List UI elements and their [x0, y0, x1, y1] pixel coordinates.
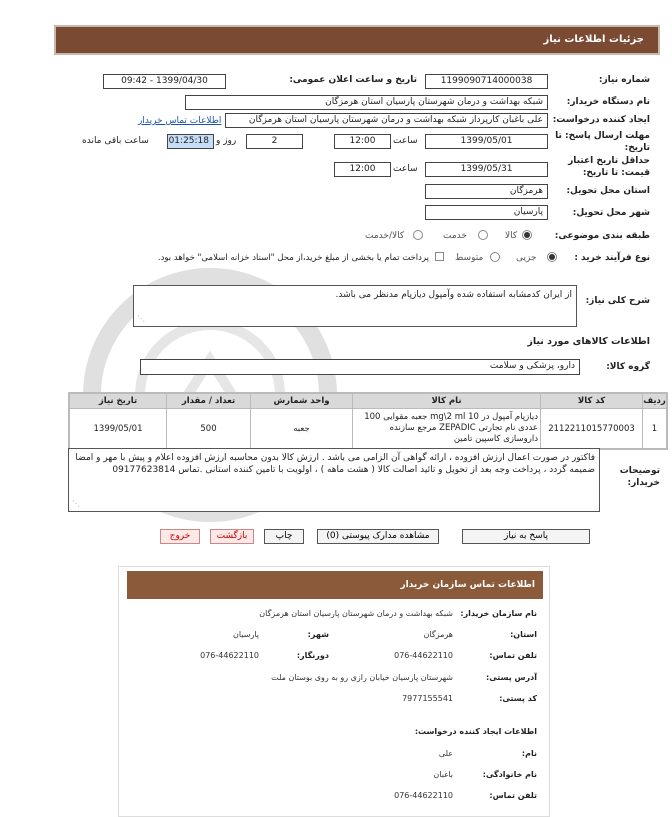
deadline-date-field: 1399/05/01 — [425, 134, 548, 149]
treasury-checkbox[interactable] — [435, 252, 444, 262]
process-medium-label: متوسط — [455, 253, 484, 263]
org-label: نام سازمان خریدار: — [460, 609, 537, 618]
print-button[interactable]: چاپ — [264, 529, 304, 544]
contact-fax-value: 076-44622110 — [200, 651, 259, 660]
creator-field: علی باغبان کارپرداز شبکه بهداشت و درمان شهرستان پارسیان استان هرمزگان — [225, 113, 548, 128]
price-valid-time-label: ساعت — [393, 164, 418, 174]
contact-province-value: هرمزگان — [423, 630, 453, 639]
process-partial-radio[interactable] — [547, 252, 557, 263]
city-field: پارسیان — [425, 205, 548, 220]
category-both-label: کالا/خدمت — [365, 231, 405, 241]
contact-card — [118, 566, 550, 817]
creator-label: ایجاد کننده درخواست: — [552, 115, 650, 125]
buyer-label: نام دستگاه خریدار: — [566, 97, 650, 107]
creator-info-title: اطلاعات ایجاد کننده درخواست: — [414, 727, 537, 736]
col-qty-header: تعداد / مقدار — [167, 394, 251, 409]
process-label: نوع فرآیند خرید : — [574, 253, 650, 263]
contact-province-label: استان: — [510, 630, 537, 639]
remaining-time-field: 01:25:18 — [167, 134, 214, 149]
contact-address-label: آدرس پستی: — [486, 673, 537, 682]
category-label: طبقه بندی موضوعی: — [554, 231, 650, 241]
buyer-contact-link[interactable]: اطلاعات تماس خریدار — [138, 116, 222, 126]
announce-label: تاریخ و ساعت اعلان عمومی: — [289, 75, 417, 85]
province-label: استان محل تحویل: — [566, 186, 650, 196]
deadline-days-field: 2 — [246, 134, 303, 149]
cell-date: 1399/05/01 — [70, 409, 167, 449]
category-both-radio[interactable] — [413, 230, 423, 241]
process-medium-radio[interactable] — [490, 252, 500, 263]
creator-family-value: باغبان — [433, 770, 453, 779]
goods-group-field: دارو، پزشکی و سلامت — [140, 359, 580, 375]
days-label: روز و — [216, 136, 237, 146]
buyer-notes-text: فاکتور در صورت اعمال ارزش افزوده ، ارائه گواهی آن الزامی می باشد . ارزش کالا بدون محاسبه ارزش افزوده اعلام و پیش با مهر و امضا ضمیمه گردد ، پرداخت وجه بعد از تحویل و تائید اصالت کالا ( هشت ماهه ) ، اولویت با تامین کننده استانی .تماس 09177623814 — [75, 453, 595, 475]
process-partial-label: جزیی — [516, 253, 537, 263]
category-goods-label: کالا — [505, 231, 518, 241]
contact-card-title: اطلاعات تماس سازمان خریدار — [127, 571, 543, 599]
cell-qty: 500 — [167, 409, 251, 449]
category-service-label: خدمت — [443, 231, 467, 241]
buyer-field: شبکه بهداشت و درمان شهرستان پارسیان استان هرمزگان — [185, 95, 548, 110]
reply-button[interactable]: پاسخ به نیاز — [462, 529, 590, 544]
contact-city-label: شهر: — [307, 630, 329, 639]
creator-phone-value: 076-44622110 — [394, 791, 453, 800]
deadline-label: مهلت ارسال پاسخ: تا تاریخ: — [555, 131, 650, 153]
contact-phone-label: تلفن تماس: — [489, 651, 537, 660]
summary-textarea: از ایران کدمشابه استفاده شده وآمپول دیازپام مدنظر می باشد. ⋰ — [133, 285, 577, 327]
creator-name-label: نام: — [521, 749, 537, 758]
price-valid-date-field: 1399/05/31 — [425, 162, 548, 177]
contact-fax-label: دورنگار: — [296, 651, 329, 660]
table-row — [70, 409, 667, 449]
treasury-note: پرداخت تمام یا بخشی از مبلغ خرید،از محل "اسناد خزانه اسلامی" خواهد بود. — [157, 253, 429, 263]
summary-label: شرح کلی نیاز: — [585, 296, 650, 306]
col-code-header: کد کالا — [541, 394, 643, 409]
contact-postal-value: 7977155541 — [402, 694, 453, 703]
buyer-notes-label: توضیحات خریدار: — [619, 466, 660, 488]
back-button[interactable]: بازگشت — [210, 529, 254, 544]
col-unit-header: واحد شمارش — [251, 394, 353, 409]
price-valid-time-field: 12:00 — [334, 162, 391, 177]
exit-button[interactable]: خروج — [160, 529, 200, 544]
price-valid-label: حداقل تاریخ اعتبار قیمت: تا تاریخ: — [568, 156, 650, 178]
cell-idx: 1 — [643, 409, 667, 449]
col-row-header: ردیف — [643, 394, 667, 409]
creator-phone-label: تلفن تماس: — [489, 791, 537, 800]
category-goods-radio[interactable] — [522, 230, 532, 241]
contact-phone-value: 076-44622110 — [394, 651, 453, 660]
deadline-time-label: ساعت — [393, 136, 418, 146]
cell-unit: جعبه — [251, 409, 353, 449]
announce-field: 1399/04/30 - 09:42 — [103, 74, 226, 89]
goods-section-title: اطلاعات کالاهای مورد نیاز — [527, 336, 650, 347]
org-value: شبکه بهداشت و درمان شهرستان پارسیان استان هرمزگان — [259, 609, 453, 618]
creator-name-value: علی — [438, 749, 453, 758]
category-service-radio[interactable] — [478, 230, 488, 241]
summary-text: از ایران کدمشابه استفاده شده وآمپول دیازپام مدنظر می باشد. — [335, 290, 572, 300]
deadline-time-field: 12:00 — [334, 134, 391, 149]
page-header — [54, 25, 660, 55]
province-field: هرمزگان — [425, 184, 548, 199]
contact-postal-label: کد پستی: — [499, 694, 537, 703]
cell-name: دیازپام آمپول در mg\2 ml 10 جعبه مقوایی 100 عددی نام تجارتی ZEPADIC مرجع سازنده داروسازی کاسپین تامین — [353, 409, 541, 449]
attachments-button[interactable]: مشاهده مدارک پیوستی (0) — [317, 529, 439, 544]
col-date-header: تاریخ نیاز — [70, 394, 167, 409]
need-no-field: 1199090714000038 — [425, 74, 548, 89]
need-no-label: شماره نیاز: — [598, 75, 650, 85]
buyer-notes-textarea: فاکتور در صورت اعمال ارزش افزوده ، ارائه گواهی آن الزامی می باشد . ارزش کالا بدون محاسبه ارزش افزوده اعلام و پیش با مهر و امضا ضمیمه گردد ، پرداخت وجه بعد از تحویل و تائید اصالت کالا ( هشت ماهه ) ، اولویت با تامین کننده استانی .تماس 09177623814 ⋰ — [68, 448, 600, 512]
contact-address-value: شهرستان پارسیان خیابان رازی رو به روی بوستان ملت — [271, 673, 453, 682]
goods-group-label: گروه کالا: — [606, 362, 650, 372]
page-title: جزئیات اطلاعات نیاز — [543, 34, 644, 45]
cell-code: 2112211015770003 — [541, 409, 643, 449]
remaining-label: ساعت باقی مانده — [82, 136, 149, 146]
col-name-header: نام کالا — [353, 394, 541, 409]
creator-family-label: نام خانوادگی: — [482, 770, 537, 779]
contact-city-value: پارسیان — [233, 630, 259, 639]
goods-table — [68, 392, 668, 450]
city-label: شهر محل تحویل: — [572, 208, 650, 218]
